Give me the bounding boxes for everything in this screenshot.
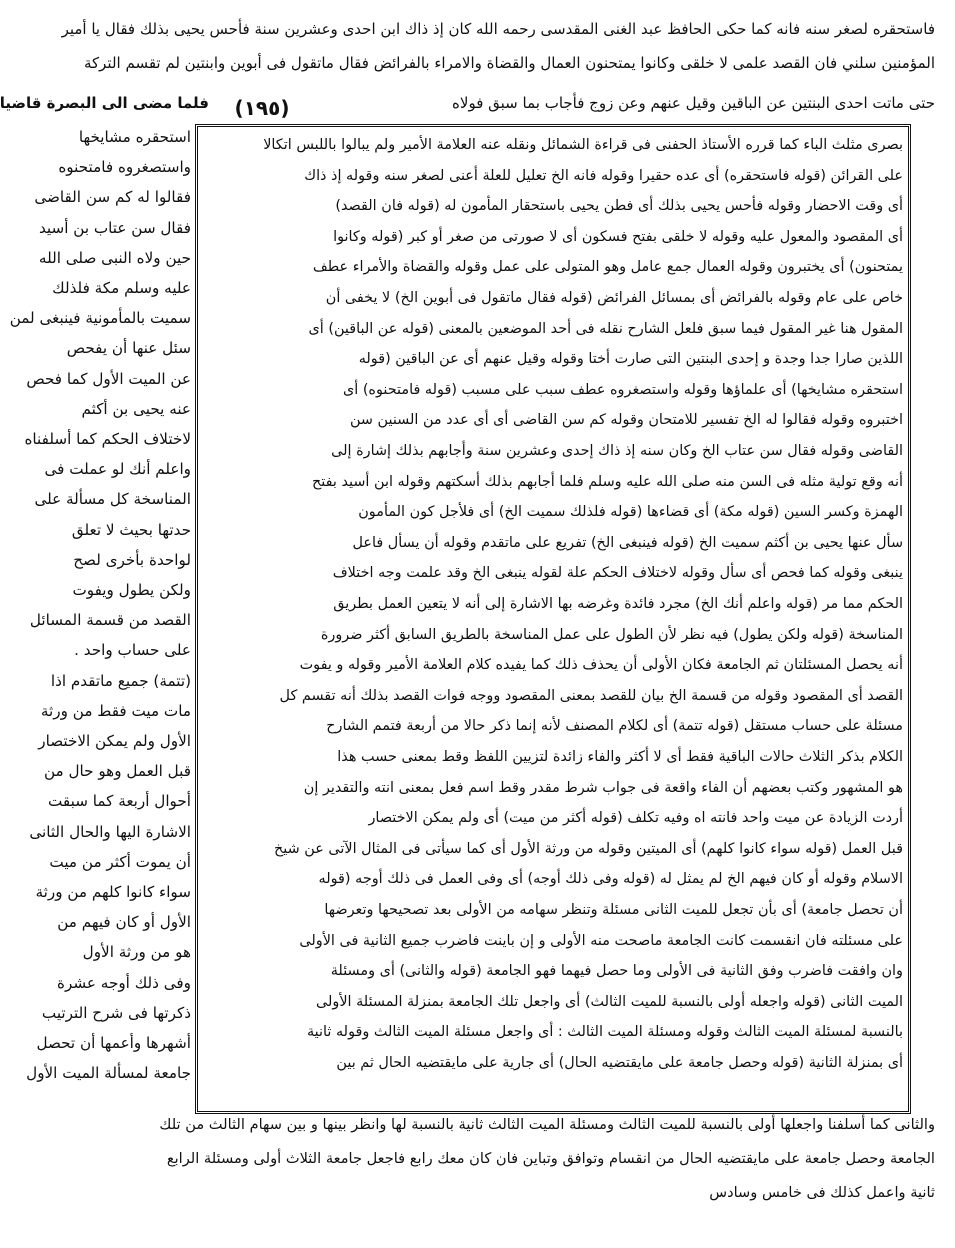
commentary-line: بصرى مثلث الباء كما قرره الأستاذ الحفنى فى قراءة الشمائل ونقله عنه العلامة الأمير ولم يبالوا باللبس اتكالا bbox=[263, 137, 903, 153]
commentary-line: بالنسبة لمسئلة الميت الثالث وقوله ومسئلة الميت الثالث : أى واجعل مسئلة الميت الثالث وقوله ثانية bbox=[306, 1024, 903, 1041]
margin-line: واستصغروه فامتحنوه bbox=[58, 158, 191, 177]
margin-line: أحوال أربعة كما سبقت bbox=[48, 792, 191, 811]
commentary-line: استحقره مشايخها) أى علماؤها وقوله واستصغروه عطف سبب على مسبب (قوله فامتحنوه) أى bbox=[342, 381, 903, 398]
commentary-line: أنه يحصل المسئلتان ثم الجامعة فكان الأولى أن يحذف ذلك كما يفيده كلام العلامة الأمير وقوله و يفوت bbox=[299, 657, 903, 674]
commentary-line: الاسلام وقوله أو كان فيهم الخ لم يمثل له (قوله وفى ذلك أوجه) أى وفى العمل فى ذلك أوجه (قوله bbox=[318, 871, 903, 888]
margin-line: ولكن يطول ويفوت bbox=[72, 581, 191, 599]
margin-line: وفى ذلك أوجه عشرة bbox=[57, 973, 191, 992]
bottom-text-line: الجامعة وحصل جامعة على مايقتضيه الحال من انقسام وتوافق وتباين فان كان معك رابع فاجعل جامعة الثلاث أولى ومسئلة الرابع bbox=[166, 1150, 935, 1167]
margin-line: أشهرها وأعمها أن تحصل bbox=[36, 1034, 191, 1052]
commentary-line: المناسخة (قوله ولكن يطول) فيه نظر لأن الطول على عمل المناسخة بالطريق السابق أكثر ضرورة bbox=[320, 626, 903, 643]
margin-line: الأول ولم يمكن الاختصار bbox=[38, 732, 191, 750]
commentary-line: اللذين صارا جدا وجدة و إحدى البنتين التى صارت أختا وقوله وقيل عنهم أى عن الباقين (قوله bbox=[358, 351, 903, 368]
main-text-line: المؤمنين سلني فان القصد علمى لا خلقى وكانوا يمتحنون العمال والقضاة والامراء بالفرائض فقال ماتقول فى أبوين وابنتين لم تقسم التركة bbox=[83, 54, 935, 72]
margin-line: لاختلاف الحكم كما أسلفناه bbox=[24, 430, 191, 448]
margin-line: الاشارة اليها والحال الثانى bbox=[29, 822, 191, 841]
commentary-line: خاص على عام وقوله بالفرائض أى بمسائل الفرائض (قوله فقال ماتقول فى أبوين الخ) لا يخفى أن bbox=[325, 290, 903, 306]
margin-line: المناسخة كل مسألة على bbox=[34, 490, 191, 509]
margin-line: فقالوا له كم سن القاضى bbox=[34, 188, 191, 207]
bottom-text-line: والثانى كما أسلفنا واجعلها أولى بالنسبة للميت الثالث ومسئلة الميت الثالث ثانية بالنسبة لها وانظر بينها و بين سهام الثالث من تلك bbox=[159, 1116, 935, 1133]
main-text-line: فاستحقره لصغر سنه فانه كما حكى الحافظ عبد الغنى المقدسى رحمه الله كان إذ ذاك ابن احدى وعشرين سنة فأحس يحيى بذلك فقال يا أمير bbox=[61, 20, 935, 38]
commentary-line: القصد أى المقصود وقوله من قسمة الخ بيان للقصد بمعنى المقصود ووجه فوات القصد بذلك أنه تقسم كل bbox=[279, 687, 903, 704]
margin-line: حدتها بحيث لا تعلق bbox=[71, 520, 191, 539]
main-text-line: حتى ماتت احدى البنتين عن الباقين وقيل عنهم وعن زوج فأجاب بما سبق فولاه bbox=[452, 94, 935, 112]
commentary-line: على مسئلته فان انقسمت كانت الجامعة ماصحت منه الأولى و إن باينت فاضرب جميع الثانية فى الأولى bbox=[299, 932, 903, 949]
margin-line: ذكرتها فى شرح الترتيب bbox=[41, 1003, 191, 1022]
margin-heading-line: فلما مضى الى البصرة قاضيا bbox=[0, 94, 209, 112]
commentary-line: قبل العمل (قوله سواء كانوا كلهم) أى الميتين وقوله من ورثة الأول أى كما سيأتى فى المثال الآتى عن شيخ bbox=[274, 840, 903, 857]
margin-line: فقال سن عتاب بن أسيد bbox=[38, 218, 191, 237]
margin-line: عنه يحيى بن أكثم bbox=[81, 399, 191, 418]
margin-line: الأول أو كان فيهم من bbox=[57, 913, 191, 932]
commentary-line: وان وافقت فاضرب وفق الثانية فى الأولى وما حصل فيهما فهو الجامعة (قوله والثانى) أى ومسئلة bbox=[330, 963, 903, 980]
commentary-line: أردت الزيادة عن ميت واحد فانته اه وفيه تكلف (قوله أكثر من ميت) أى ولم يمكن الاختصار bbox=[368, 810, 903, 827]
margin-line: هو من ورثة الأول bbox=[82, 943, 191, 962]
commentary-line: أى بمنزلة الثانية (قوله وحصل جامعة على مايقتضيه الحال) أى جارية على مايقتضيه الحال ثم بين bbox=[336, 1055, 903, 1071]
commentary-line: هو المشهور وكتب بعضهم أن الفاء واقعة فى جواب شرط مقدر وقط اسم فعل بمعنى انته والتقدير إن bbox=[303, 779, 903, 796]
margin-line: سميت بالمأمونية فينبغى لمن bbox=[9, 309, 191, 328]
commentary-line: أى المقصود والمعول عليه وقوله لا خلقى بفتح فسكون أى لا صورتى من صغر أو كبر (قوله وكانوا bbox=[333, 228, 903, 245]
margin-line: على حساب واحد . bbox=[74, 641, 191, 660]
commentary-line: أن تحصل جامعة) أى بأن تجعل للميت الثانى مسئلة وتنظر سهامه من الأولى بعد تصحيحها وتعرضها bbox=[324, 902, 903, 918]
margin-line: استحقره مشايخها bbox=[78, 128, 191, 146]
commentary-line: يمتحنون) أى يختبرون وقوله العمال جمع عامل وهو المتولى على عمل وقوله والقضاة والأمراء عطف bbox=[312, 259, 903, 276]
commentary-line: الكلام بذكر الثلاث حالات الباقية فقط أى لا أكثر والفاء زائدة لتزيين اللفظ وقط بمعنى حسب هذا bbox=[337, 749, 903, 765]
book-page bbox=[1, 0, 955, 1248]
margin-line: لواحدة بأخرى لصح bbox=[73, 550, 191, 569]
commentary-line: اختبروه وقوله فقالوا له الخ تفسير للامتحان وقوله كم سن القاضى أى أى عدد من السنين سن bbox=[349, 412, 903, 429]
commentary-line: أى وقت الاحضار وقوله فأحس يحيى بذلك أى فطن يحيى باستحقار المأمون له (قوله فان القصد) bbox=[335, 198, 903, 215]
commentary-line: القاضى وقوله فقال سن عتاب الخ وكان سنه إذ ذاك إحدى وعشرين سنة وأجابهم بذلك إشارة إلى bbox=[331, 443, 903, 459]
commentary-line: الحكم مما مر (قوله واعلم أنك الخ) مجرد فائدة وغرضه بها الاشارة إلى أنه لا يتعين العمل بطريق bbox=[333, 596, 903, 612]
margin-line: عن الميت الأول كما فحص bbox=[26, 369, 191, 388]
commentary-line: الهمزة وكسر السين (قوله مكة) أى قضاءها (قوله فلذلك سميت الخ) أى فلأجل كون المأمون bbox=[358, 504, 903, 521]
margin-line: (تتمة) جميع ماتقدم اذا bbox=[50, 671, 191, 690]
commentary-line: الميت الثانى (قوله واجعله أولى بالنسبة للميت الثالث) أى واجعل تلك الجامعة بمنزلة المسئلة الأولى bbox=[315, 993, 903, 1010]
margin-line: حين ولاه النبى صلى الله bbox=[38, 248, 191, 267]
margin-line: واعلم أنك لو عملت فى bbox=[44, 460, 191, 479]
bottom-text-line: ثانية واعمل كذلك فى خامس وسادس bbox=[709, 1184, 935, 1201]
margin-line: جامعة لمسألة الميت الأول bbox=[26, 1064, 191, 1083]
margin-line: سواء كانوا كلهم من ورثة bbox=[35, 883, 191, 901]
margin-line: قبل العمل وهو حال من bbox=[43, 762, 191, 781]
commentary-line: على القرائن (قوله فاستحقره) أى عده حقيرا وقوله فانه الخ تعليل للعلة أعنى لصغر سنه وقوله إذ ذاك bbox=[304, 167, 903, 184]
margin-line: مات ميت فقط من ورثة bbox=[40, 701, 191, 720]
margin-line: سئل عنها أن يفحص bbox=[66, 339, 191, 358]
margin-line: القصد من قسمة المسائل bbox=[29, 611, 191, 630]
commentary-line: مسئلة على حساب مستقل (قوله تتمة) أى لكلام المصنف لأنه إنما ذكر حالا من أربعة فتمم الشارح bbox=[326, 718, 903, 735]
commentary-line: سأل عنها يحيى بن أكثم سميت الخ (قوله فينبغى الخ) تفريع على ماتقدم وقوله أن يسأل فاعل bbox=[352, 534, 903, 551]
commentary-line: أنه وقع تولية مثله فى السن منه صلى الله عليه وسلم فلما أجابهم بذلك أسكتهم وقوله ابن أسيد بفتح bbox=[311, 473, 903, 490]
margin-line: عليه وسلم مكة فلذلك bbox=[52, 279, 191, 297]
commentary-line: ينبغى وقوله كما فحص أى سأل وقوله لاختلاف الحكم علة لقوله ينبغى الخ وقد علمت وجه اختلاف bbox=[332, 565, 903, 582]
page-number: (١٩٥) bbox=[234, 96, 290, 120]
margin-line: أن يموت أكثر من ميت bbox=[49, 852, 191, 871]
commentary-line: المقول هنا غير المقول فيما سبق فلعل الشارح نقله فى أحد الموضعين بالمعنى (قوله عن الباقين) أى bbox=[308, 320, 903, 337]
